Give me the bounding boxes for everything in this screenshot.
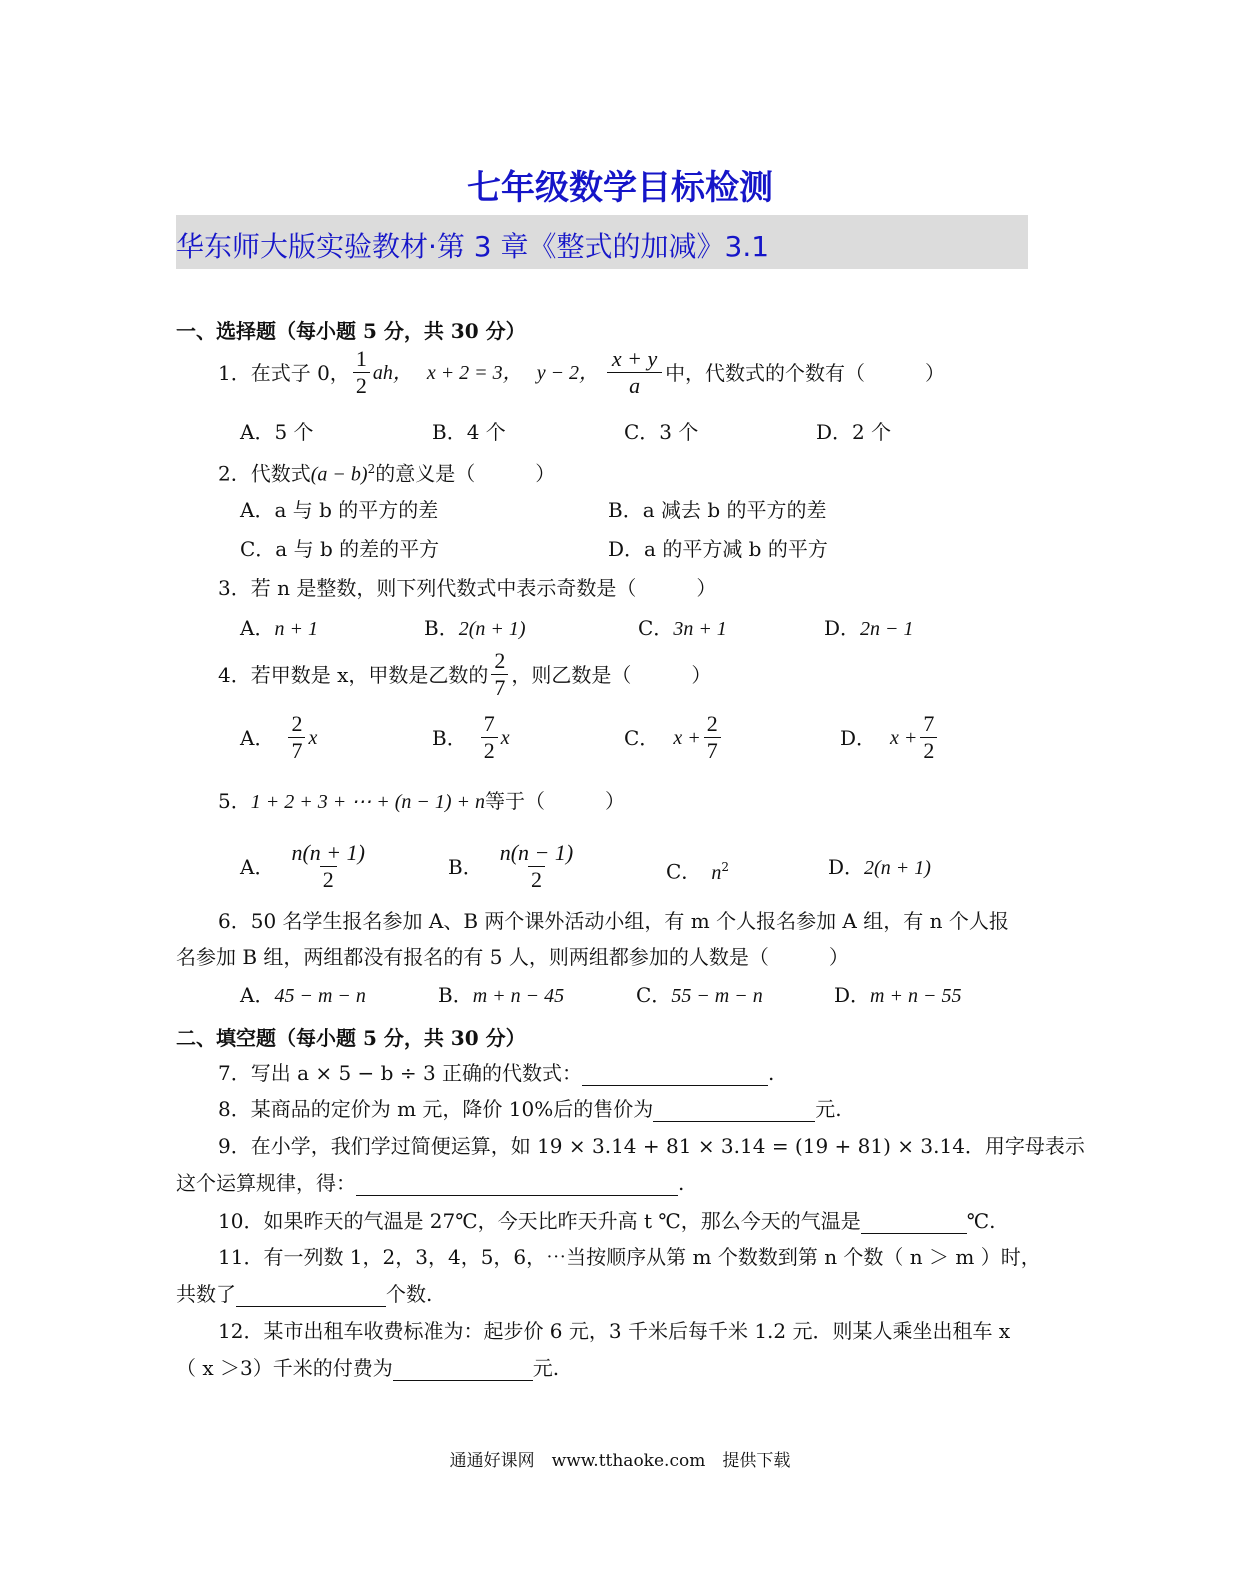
q1-part-3: y − 2， [536, 361, 600, 384]
q6-option-c [636, 982, 763, 1009]
q5-suffix: 等于（ ） [485, 789, 626, 813]
page-title: 七年级数学目标检测 [467, 168, 773, 208]
q5-label-c: C． [666, 859, 702, 884]
q4-option-c [624, 711, 724, 764]
q3-expr-a: n + 1 [274, 618, 318, 640]
q6-label-c: C． [636, 983, 672, 1007]
q4-var-a: x [308, 726, 318, 749]
q1-option-d: D．2 个 [816, 420, 892, 444]
section-heading-fill: 二、填空题（每小题 5 分，共 30 分） [176, 1026, 526, 1050]
q8-suffix: 元. [815, 1097, 842, 1121]
q3-option-d [824, 615, 914, 642]
q1-fraction-2 [607, 346, 662, 399]
q5-stem: 5． [218, 789, 251, 813]
q4-frac-b-num: 7 [483, 711, 495, 736]
q5-frac-b-den: 2 [528, 866, 545, 893]
q5-label-a: A． [240, 854, 275, 879]
question-5 [218, 788, 625, 815]
q1-prefix: 1．在式子 0， [218, 360, 350, 385]
q3-option-c [638, 615, 727, 642]
q5-expr: 1 + 2 + 3 + ⋯ + (n − 1) + n [250, 791, 486, 813]
q3-expr-c: 3n + 1 [673, 618, 727, 640]
q3-label-d: D． [824, 616, 861, 640]
footer-credit: 通通好课网 www.tthaoke.com 提供下载 [449, 1451, 791, 1471]
question-1 [218, 346, 945, 399]
q1-part-1: ah， [372, 361, 413, 384]
q6-option-d [834, 982, 961, 1009]
q12-answer-blank[interactable] [393, 1360, 533, 1381]
q6-expr-c: 55 − m − n [671, 985, 763, 1007]
q1-f2-num: x + y [611, 346, 658, 371]
q4-option-b [432, 711, 510, 764]
question-4 [218, 648, 711, 701]
q4-f-num: 2 [494, 648, 506, 673]
q1-f2-den: a [607, 372, 662, 399]
q10-text: 10．如果昨天的气温是 27℃，今天比昨天升高 t ℃，那么今天的气温是 [218, 1209, 861, 1233]
q5-frac-a-num: n(n + 1) [291, 840, 365, 865]
question-2 [218, 456, 555, 488]
q3-label-b: B． [424, 616, 459, 640]
q1-fraction-1 [353, 346, 370, 399]
q3-expr-d: 2n − 1 [860, 618, 914, 640]
q12-text: （ x ＞3）千米的付费为 [176, 1356, 393, 1380]
q2-expr: (a − b) [310, 463, 368, 486]
question-11-line2 [176, 1281, 432, 1307]
q2-option-d: D．a 的平方减 b 的平方 [608, 537, 828, 561]
question-6-line1: 6．50 名学生报名参加 A、B 两个课外活动小组，有 m 个人报名参加 A 组，有 n 个人报 [218, 909, 1009, 933]
q6-label-a: A． [240, 983, 275, 1007]
q4-suffix: ，则乙数是（ ） [511, 662, 712, 687]
q7-suffix: . [768, 1061, 775, 1085]
q3-label-c: C． [638, 616, 674, 640]
q4-option-d [840, 711, 940, 764]
q4-frac-c-den: 7 [704, 737, 721, 764]
q1-part-2: x + 2 = 3， [426, 361, 523, 384]
section-heading-choice: 一、选择题（每小题 5 分，共 30 分） [176, 319, 526, 343]
q1-suffix: 中，代数式的个数有（ ） [665, 360, 946, 385]
q6-label-b: B． [438, 983, 473, 1007]
q4-fraction [491, 648, 508, 701]
q5-frac-b-num: n(n − 1) [499, 840, 574, 865]
question-10 [218, 1208, 996, 1234]
question-9-line1: 9．在小学，我们学过简便运算，如 19 × 3.14 + 81 × 3.14 = (19 + 81) × 3.14．用字母表示 [218, 1134, 1085, 1158]
q1-option-a: A．5 个 [240, 420, 314, 444]
q5-label-d: D． [828, 855, 865, 879]
q9-suffix: . [678, 1171, 685, 1195]
q5-option-c [666, 854, 729, 886]
q10-suffix: ℃. [966, 1209, 996, 1233]
q4-var-b: x [500, 726, 510, 749]
q6-expr-b: m + n − 45 [472, 985, 565, 1007]
q4-frac-d-num: 7 [923, 711, 935, 736]
q2-exponent: 2 [367, 462, 376, 476]
q4-frac-a-den: 7 [288, 737, 305, 764]
q4-frac-d-den: 2 [920, 737, 937, 764]
q3-expr-b: 2(n + 1) [458, 618, 526, 640]
q3-option-a [240, 615, 318, 642]
q5-frac-a [288, 840, 368, 893]
question-12-line2 [176, 1355, 559, 1381]
q4-frac-c-num: 2 [706, 711, 718, 736]
q5-option-a [240, 840, 371, 893]
q5-label-b: B． [448, 854, 483, 879]
q8-answer-blank[interactable] [653, 1101, 815, 1122]
q6-option-b [438, 982, 564, 1009]
q12-suffix: 元. [532, 1356, 560, 1380]
q4-option-a [240, 711, 317, 764]
q4-frac-b [481, 711, 498, 764]
q6-label-d: D． [834, 983, 871, 1007]
q2-option-b: B．a 减去 b 的平方的差 [608, 498, 827, 522]
question-8 [218, 1096, 842, 1122]
q4-frac-c [704, 711, 721, 764]
q1-option-c: C．3 个 [624, 420, 699, 444]
q2-option-c: C．a 与 b 的差的平方 [240, 537, 440, 561]
q1-f1-den: 2 [353, 372, 370, 399]
q7-answer-blank[interactable] [582, 1065, 768, 1086]
q5-option-d [828, 854, 931, 881]
q3-label-a: A． [240, 616, 275, 640]
q5-option-b [448, 840, 579, 893]
question-9-line2 [176, 1170, 684, 1196]
q4-frac-a [288, 711, 305, 764]
q1-f1-num: 1 [355, 346, 367, 371]
q4-f-den: 7 [491, 674, 508, 701]
q4-xplus-c: x + [673, 726, 701, 749]
q5-exp-c: 2 [721, 860, 729, 874]
q9-answer-blank[interactable] [356, 1175, 678, 1196]
q5-frac-a-den: 2 [320, 866, 337, 893]
q4-frac-d [920, 711, 937, 764]
q5-expr-d: 2(n + 1) [864, 857, 931, 879]
question-3: 3．若 n 是整数，则下列代数式中表示奇数是（ ） [218, 576, 717, 600]
q8-text: 8．某商品的定价为 m 元，降价 10%后的售价为 [218, 1097, 654, 1121]
q4-frac-b-den: 2 [481, 737, 498, 764]
q4-prefix: 4．若甲数是 x，甲数是乙数的 [218, 662, 489, 687]
q4-label-d: D． [840, 725, 877, 750]
question-11-line1: 11．有一列数 1，2，3，4，5，6，⋯当按顺序从第 m 个数数到第 n 个数（ n ＞ m ）时， [218, 1245, 1041, 1269]
page-subtitle: 华东师大版实验教材·第 3 章《整式的加减》3.1 [176, 230, 770, 263]
question-12-line1: 12．某市出租车收费标准为：起步价 6 元，3 千米后每千米 1.2 元．则某人乘坐出租车 x [218, 1319, 1011, 1343]
q6-expr-d: m + n − 55 [870, 985, 962, 1007]
q1-option-b: B．4 个 [432, 420, 506, 444]
q5-expr-c: n [711, 861, 722, 884]
q4-frac-a-num: 2 [291, 711, 303, 736]
q2-stem: 2．代数式 [218, 461, 311, 486]
q4-xplus-d: x + [890, 726, 918, 749]
q4-label-c: C． [624, 725, 660, 750]
q4-label-a: A． [240, 725, 275, 750]
q6-option-a [240, 982, 366, 1009]
q2-option-a: A．a 与 b 的平方的差 [240, 498, 439, 522]
q11-suffix: 个数. [386, 1282, 433, 1306]
question-7 [218, 1060, 774, 1086]
q9-text: 这个运算规律，得： [176, 1171, 356, 1195]
q7-text: 7．写出 a × 5 − b ÷ 3 正确的代数式： [218, 1061, 583, 1085]
q4-label-b: B． [432, 725, 467, 750]
q10-answer-blank[interactable] [861, 1213, 967, 1234]
question-6-line2: 名参加 B 组，两组都没有报名的有 5 人，则两组都参加的人数是（ ） [176, 945, 849, 969]
q11-answer-blank[interactable] [236, 1286, 386, 1307]
q2-suffix: 的意义是（ ） [375, 461, 556, 486]
q6-expr-a: 45 − m − n [274, 985, 366, 1007]
q11-text: 共数了 [176, 1282, 236, 1306]
q5-frac-b [497, 840, 577, 893]
q3-option-b [424, 615, 526, 642]
